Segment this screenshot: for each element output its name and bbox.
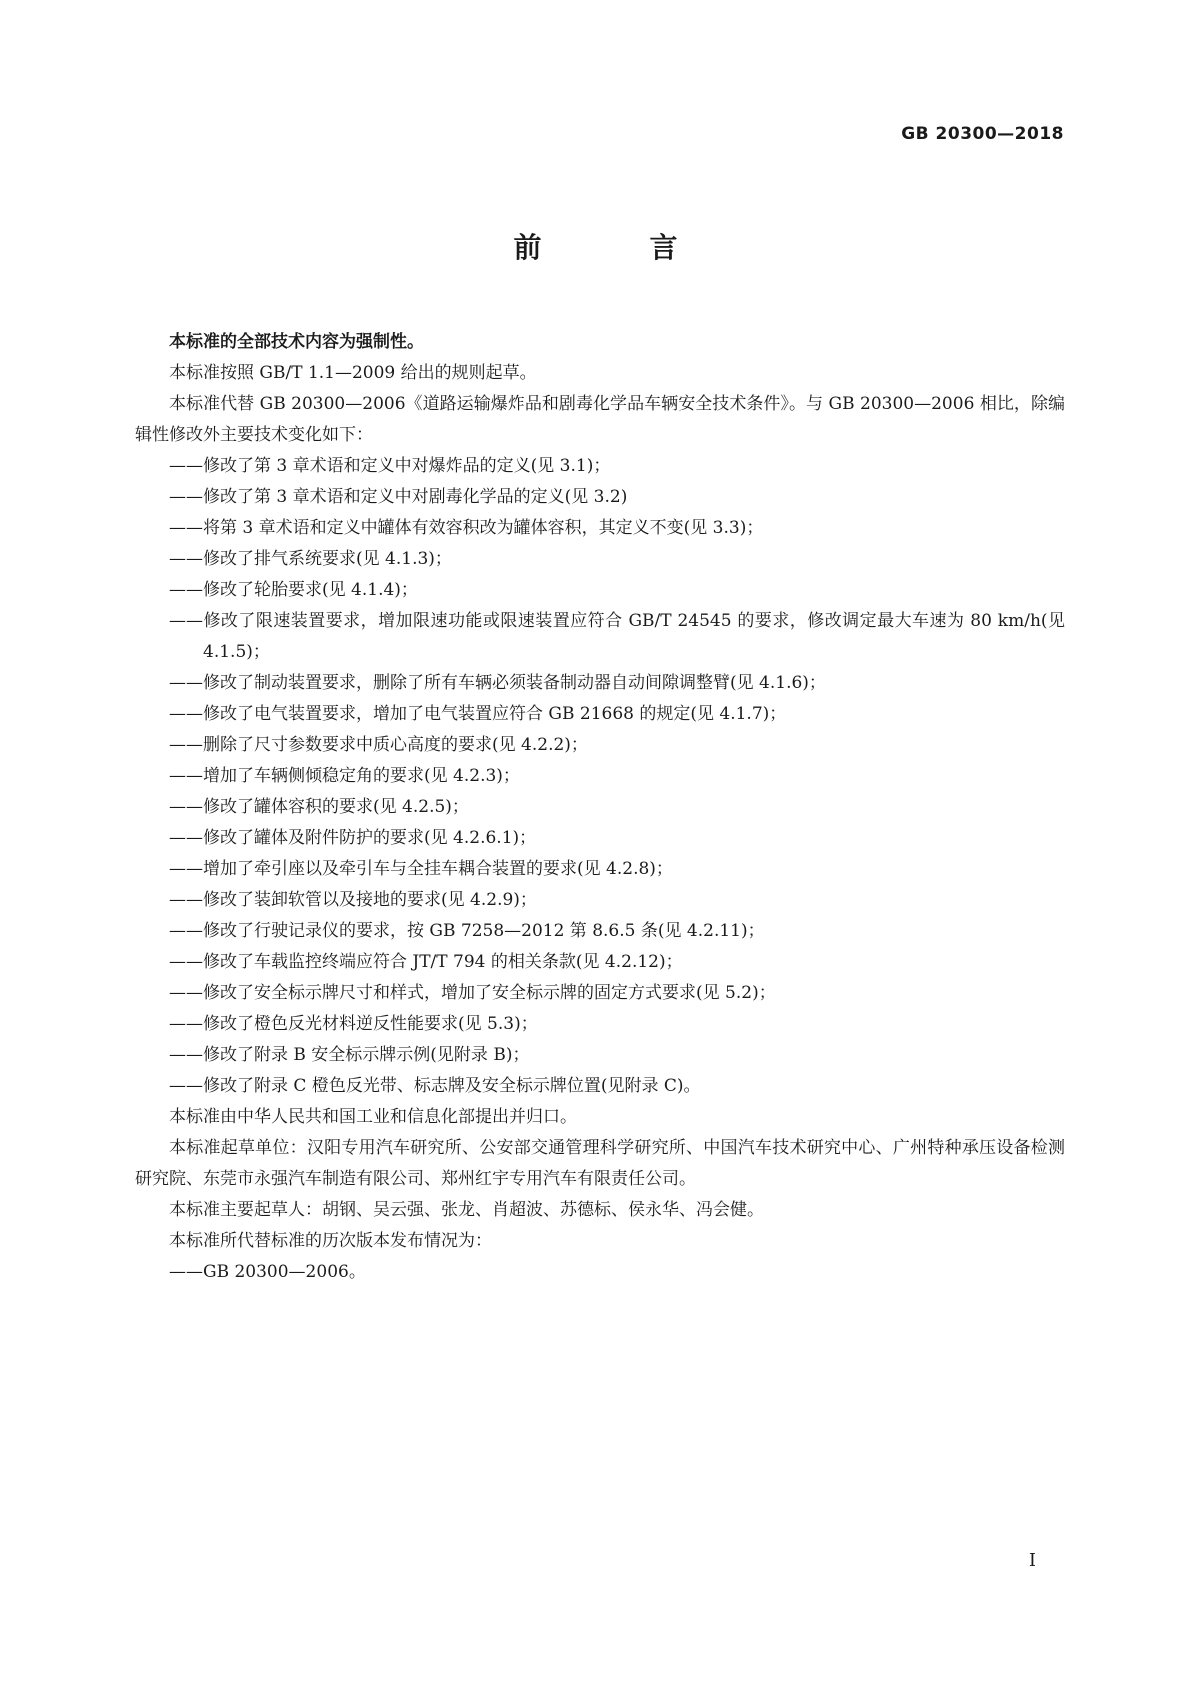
change-item: ——修改了橙色反光材料逆反性能要求(见 5.3)； bbox=[169, 1014, 538, 1034]
change-item: ——修改了车载监控终端应符合 JT/T 794 的相关条款(见 4.2.12)； bbox=[169, 952, 683, 972]
page-title: 前 言 bbox=[513, 231, 718, 264]
change-item: ——将第 3 章术语和定义中罐体有效容积改为罐体容积，其定义不变(见 3.3)； bbox=[169, 518, 764, 538]
change-item: ——修改了罐体容积的要求(见 4.2.5)； bbox=[169, 797, 469, 817]
change-item: ——修改了装卸软管以及接地的要求(见 4.2.9)； bbox=[169, 890, 537, 910]
paragraph-drafting-rules: 本标准按照 GB/T 1.1—2009 给出的规则起草。 bbox=[169, 363, 537, 383]
change-item: ——修改了轮胎要求(见 4.1.4)； bbox=[169, 580, 418, 600]
paragraph-drafters: 本标准主要起草人：胡钢、吴云强、张龙、肖超波、苏德标、侯永华、冯会健。 bbox=[169, 1200, 764, 1220]
history-item: ——GB 20300—2006。 bbox=[169, 1262, 366, 1282]
change-item: ——增加了车辆侧倾稳定角的要求(见 4.2.3)； bbox=[169, 766, 520, 786]
paragraph-drafting-units: 本标准起草单位：汉阳专用汽车研究所、公安部交通管理科学研究所、中国汽车技术研究中心、广州特种承压设备检测研究院、东莞市永强汽车制造有限公司、郑州红宇专用汽车有限责任公司。 bbox=[135, 1138, 1065, 1189]
preface-body bbox=[135, 327, 1065, 1288]
change-item: ——删除了尺寸参数要求中质心高度的要求(见 4.2.2)； bbox=[169, 735, 588, 755]
page-number: I bbox=[1028, 1550, 1036, 1571]
change-item: ——修改了排气系统要求(见 4.1.3)； bbox=[169, 549, 452, 569]
change-item: ——修改了第 3 章术语和定义中对爆炸品的定义(见 3.1)； bbox=[169, 456, 611, 476]
standard-code: GB 20300—2018 bbox=[901, 124, 1064, 144]
paragraph-mandatory: 本标准的全部技术内容为强制性。 bbox=[169, 332, 424, 352]
change-item: ——修改了安全标示牌尺寸和样式，增加了安全标示牌的固定方式要求(见 5.2)； bbox=[169, 983, 776, 1003]
change-item: ——修改了制动装置要求，删除了所有车辆必须装备制动器自动间隙调整臂(见 4.1.6)； bbox=[169, 673, 826, 693]
change-item: ——增加了牵引座以及牵引车与全挂车耦合装置的要求(见 4.2.8)； bbox=[169, 859, 673, 879]
paragraph-history-intro: 本标准所代替标准的历次版本发布情况为： bbox=[169, 1231, 492, 1251]
change-item: ——修改了罐体及附件防护的要求(见 4.2.6.1)； bbox=[169, 828, 537, 848]
change-item: ——修改了限速装置要求，增加限速功能或限速装置应符合 GB/T 24545 的要求，修改调定最大车速为 80 km/h(见 4.1.5)； bbox=[169, 611, 1065, 662]
change-item: ——修改了行驶记录仪的要求，按 GB 7258—2012 第 8.6.5 条(见 4.2.11)； bbox=[169, 921, 765, 941]
change-item: ——修改了附录 C 橙色反光带、标志牌及安全标示牌位置(见附录 C)。 bbox=[169, 1076, 701, 1096]
change-item: ——修改了电气装置要求，增加了电气装置应符合 GB 21668 的规定(见 4.1.7)； bbox=[169, 704, 787, 724]
change-item: ——修改了第 3 章术语和定义中对剧毒化学品的定义(见 3.2) bbox=[169, 487, 628, 507]
change-item: ——修改了附录 B 安全标示牌示例(见附录 B)； bbox=[169, 1045, 530, 1065]
paragraph-replaces: 本标准代替 GB 20300—2006《道路运输爆炸品和剧毒化学品车辆安全技术条件》。与 GB 20300—2006 相比，除编辑性修改外主要技术变化如下： bbox=[135, 394, 1065, 445]
paragraph-proposer: 本标准由中华人民共和国工业和信息化部提出并归口。 bbox=[169, 1107, 577, 1127]
